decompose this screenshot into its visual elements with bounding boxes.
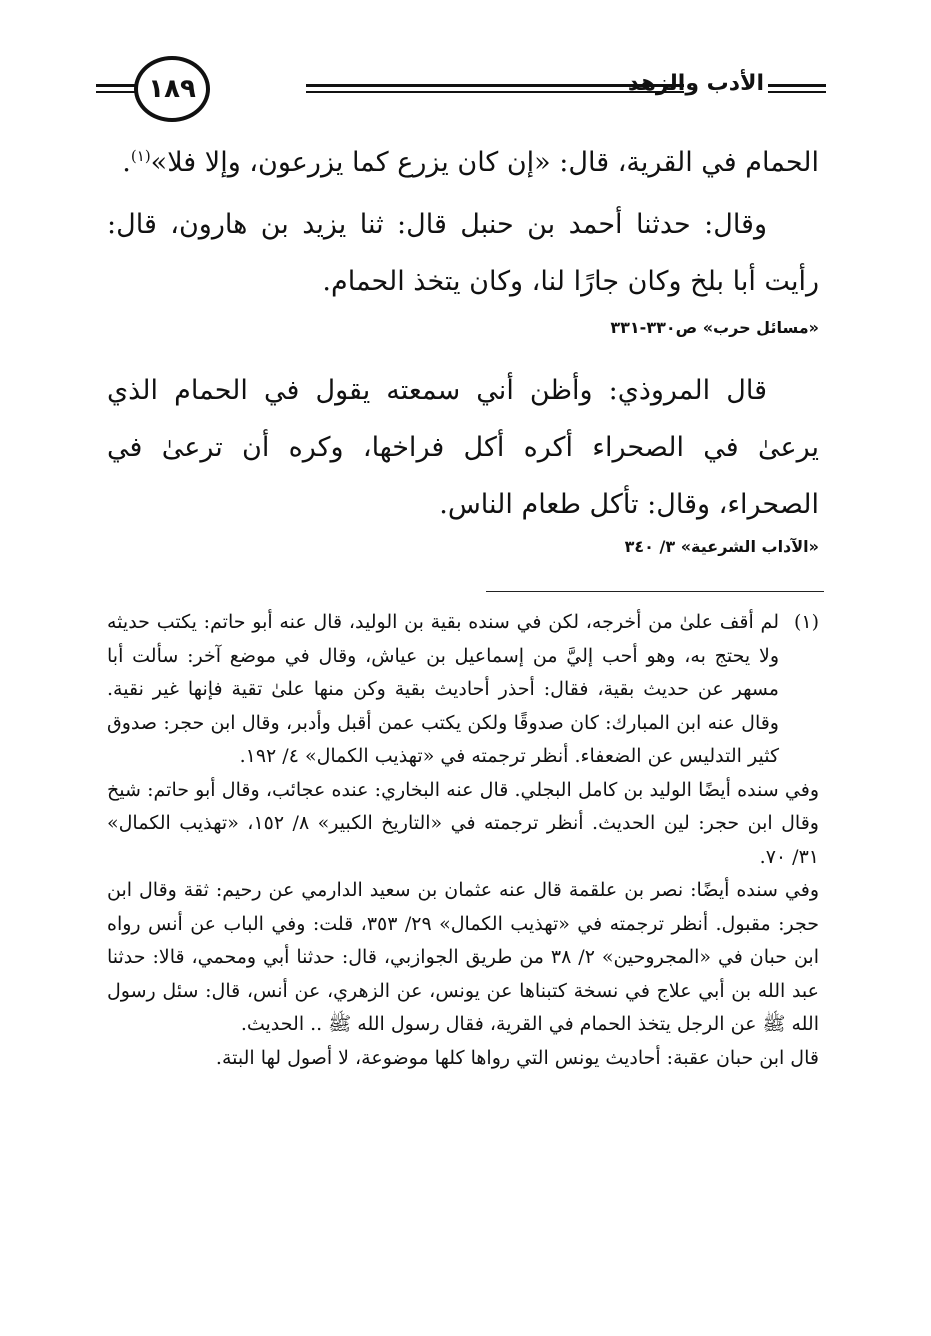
- footnote-1: [107, 606, 819, 774]
- footnote-1-para-3: وفي سنده أيضًا: نصر بن علقمة قال عنه عثمان بن سعيد الدارمي عن رحيم: ثقة وقال ابن حجر: مقبول. أنظر ترجمته في «تهذيب الكمال» ٢٩/ ٣٥٣، قلت: وفي الباب عن أنس رواه ابن حبان في «المجروحين» ٢/ ٣٨ من طريق الجوازبي، قال: حدثنا أبي ومحمي، قالا: حدثنا عبد الله بن أبي علاج في نسخة كتبناها عن يونس، عن الزهري، عن أنس، قال: سئل رسول الله ﷺ عن الرجل يتخذ الحمام في القرية، فقال رسول الله ﷺ .. الحديث.: [107, 879, 820, 1035]
- header-rule-left: [96, 84, 136, 93]
- page-number: ١٨٩: [148, 74, 196, 104]
- page-header: [96, 56, 826, 126]
- page-number-badge: [134, 56, 210, 122]
- footnote-1-number: (١): [793, 611, 819, 633]
- paragraph-3: [107, 362, 819, 533]
- paragraph-1-text: الحمام في القرية، قال: «إن كان يزرع كما يزرعون، وإلا فلا»: [150, 147, 819, 178]
- source-citation-2: «الآداب الشرعية» ٣/ ٣٤٠: [624, 537, 819, 556]
- header-rule-right: [768, 84, 826, 93]
- footnote-1-para-4: قال ابن حبان عقبة: أحاديث يونس التي رواها كلها موضوعة، لا أصول لها البتة.: [215, 1046, 819, 1069]
- paragraph-2: [107, 196, 819, 310]
- paragraph-2-text: وقال: حدثنا أحمد بن حنبل قال: ثنا يزيد بن هارون، قال: رأيت أبا بلخ وكان جارًا لنا، وكان يتخذ الحمام.: [107, 209, 819, 297]
- footnote-1-para-2: وفي سنده أيضًا الوليد بن كامل البجلي. قال عنه البخاري: عنده عجائب، وقال أبو حاتم: شيخ وقال ابن حجر: لين الحديث. أنظر ترجمته في «التاريخ الكبير» ٨/ ١٥٢، «تهذيب الكمال» ٣١/ ٧٠.: [107, 778, 819, 868]
- running-title: الأدب والزهد: [627, 71, 764, 96]
- paragraph-3-text: قال المروذي: وأظن أني سمعته يقول في الحمام الذي يرعىٰ في الصحراء أكره أكل فراخها، وكره أن ترعىٰ في الصحراء، وقال: تأكل طعام الناس.: [107, 375, 819, 520]
- paragraph-1-end: .: [122, 147, 131, 178]
- source-citation-1: «مسائل حرب» ص٣٣٠-٣٣١: [610, 318, 819, 337]
- footnote-1-para-1: لم أقف علىٰ من أخرجه، لكن في سنده بقية بن الوليد، قال عنه أبو حاتم: يكتب حديثه ولا يحتج به، وهو أحب إليَّ من إسماعيل بن عياش، وقال في موضع آخر: سألت أبا مسهر عن حديث بقية، فقال: أحذر أحاديث بقية وكن منها علىٰ تقية فإنها غير نقية. وقال عنه ابن المبارك: كان صدوقًا ولكن يكتب عمن أقبل وأدبر، وقال ابن حجر: صدوق كثير التدليس عن الضعفاء. أنظر ترجمته في «تهذيب الكمال» ٤/ ١٩٢.: [107, 611, 779, 767]
- footnotes: [107, 606, 819, 1075]
- footnote-ref-1[interactable]: (١): [130, 147, 151, 165]
- footnote-divider: [486, 591, 824, 592]
- paragraph-1: [107, 128, 819, 191]
